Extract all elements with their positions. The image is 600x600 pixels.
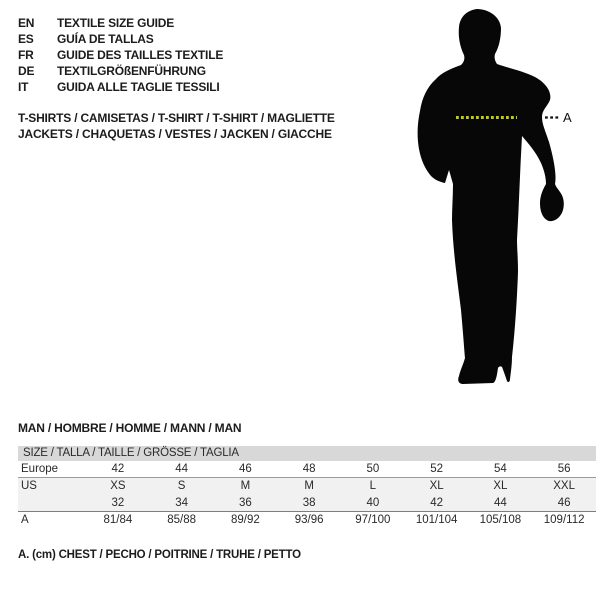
size-cell: 101/104: [415, 514, 458, 526]
size-cell: 56: [557, 463, 571, 475]
measurement-footnote: A. (cm) CHEST / PECHO / POITRINE / TRUHE / PETTO: [18, 549, 301, 561]
size-cell: 46: [557, 497, 571, 509]
size-cell: 42: [111, 463, 125, 475]
garment-type-line-tshirts: T-SHIRTS / CAMISETAS / T-SHIRT / T-SHIRT / MAGLIETTE: [18, 111, 335, 125]
language-title: GUIDE DES TAILLES TEXTILE: [57, 48, 224, 62]
language-code: EN: [18, 16, 35, 30]
size-cell: M: [240, 480, 251, 492]
size-cell: 46: [238, 463, 252, 475]
language-title-row: [18, 15, 223, 31]
size-cell: 40: [366, 497, 380, 509]
garment-types: [18, 110, 335, 142]
table-row-numeric: [18, 495, 596, 512]
size-cell: M: [304, 480, 314, 492]
language-code: ES: [18, 32, 34, 46]
size-cell: 50: [366, 463, 380, 475]
language-title-row: [18, 47, 223, 63]
size-cell: 105/108: [479, 514, 522, 526]
language-title: GUIDA ALLE TAGLIE TESSILI: [57, 80, 220, 94]
language-title-row: [18, 63, 223, 79]
size-cell: 34: [175, 497, 189, 509]
size-cell: XXL: [553, 480, 575, 492]
size-cell: XL: [429, 480, 444, 492]
section-title-man: MAN / HOMBRE / HOMME / MANN / MAN: [18, 421, 242, 435]
size-cell: 42: [430, 497, 444, 509]
man-silhouette: [418, 9, 564, 384]
row-label: A: [21, 514, 29, 526]
size-cell: 54: [493, 463, 507, 475]
row-label: US: [21, 480, 37, 492]
size-cell: S: [177, 480, 186, 492]
garment-type-line-jackets: JACKETS / CHAQUETAS / VESTES / JACKEN / GIACCHE: [18, 127, 332, 141]
size-cell: 38: [302, 497, 316, 509]
language-title-list: [18, 15, 223, 95]
size-cell: 109/112: [543, 514, 585, 526]
size-table-header: SIZE / TALLA / TAILLE / GRÖSSE / TAGLIA: [18, 446, 596, 461]
language-title-row: [18, 31, 223, 47]
language-code: IT: [18, 80, 29, 94]
measure-label-a: A: [563, 110, 572, 125]
table-row-chest: [18, 512, 596, 529]
size-cell: 48: [302, 463, 316, 475]
size-cell: 44: [493, 497, 507, 509]
language-title-row: [18, 79, 223, 95]
man-silhouette-figure: [410, 0, 600, 400]
size-cell: 52: [430, 463, 444, 475]
size-cell: 36: [238, 497, 252, 509]
size-cell: 81/84: [103, 514, 133, 526]
language-code: DE: [18, 64, 35, 78]
language-title: GUÍA DE TALLAS: [57, 32, 154, 46]
size-cell: 97/100: [355, 514, 391, 526]
size-cell: XL: [493, 480, 508, 492]
size-table: [18, 446, 596, 529]
row-label: [18, 495, 86, 511]
language-title: TEXTILGRÖßENFÜHRUNG: [57, 64, 206, 78]
size-cell: 93/96: [294, 514, 324, 526]
table-row-us: [18, 478, 596, 495]
size-cell: 32: [111, 497, 125, 509]
language-code: FR: [18, 48, 34, 62]
row-label: Europe: [21, 463, 59, 475]
size-cell: L: [369, 480, 377, 492]
table-row-europe: [18, 461, 596, 478]
language-title: TEXTILE SIZE GUIDE: [57, 16, 175, 30]
size-cell: XS: [110, 480, 126, 492]
size-cell: 44: [175, 463, 189, 475]
figure-svg: [410, 0, 600, 400]
size-cell: 89/92: [230, 514, 260, 526]
size-cell: 85/88: [167, 514, 197, 526]
